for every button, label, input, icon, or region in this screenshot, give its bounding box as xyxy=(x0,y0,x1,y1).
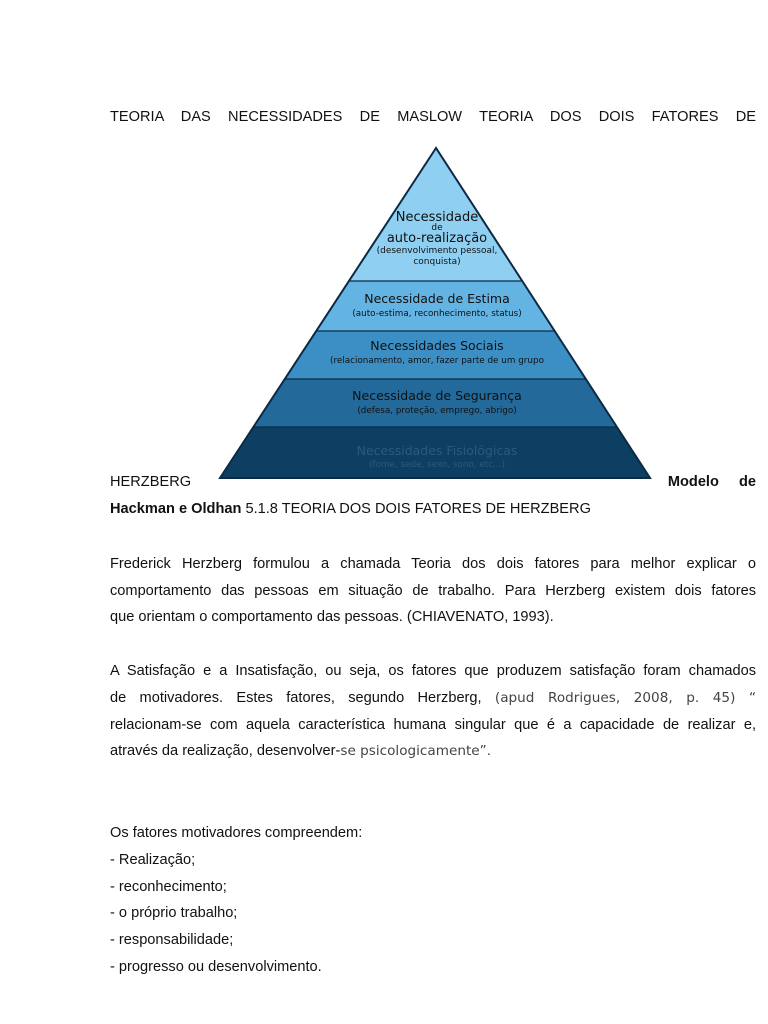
level5-title-1: Necessidade xyxy=(395,210,479,225)
level2-title: Necessidade de Segurança xyxy=(352,388,522,403)
paragraph-line xyxy=(110,689,756,707)
list-item: - progresso ou desenvolvimento. xyxy=(110,959,322,975)
paragraph-line: A Satisfação e a Insatisfação, ou seja, os fatores que produzem satisfação foram chamados xyxy=(110,663,756,679)
hackman-oldhan-label: Hackman e Oldhan xyxy=(110,501,242,517)
list-item: - o próprio trabalho; xyxy=(110,905,238,921)
text-span: de motivadores. Estes fatores, segundo Herzberg, xyxy=(110,690,482,706)
paragraph-line xyxy=(110,742,756,760)
heading-line: TEORIA DAS NECESSIDADES DE MASLOW TEORIA DOS DOIS FATORES DE xyxy=(110,109,756,125)
heading-modelo-de: Modelo de xyxy=(667,474,756,490)
level1-title: Necessidades Fisiológicas xyxy=(356,443,518,458)
pyramid-level-5 xyxy=(110,146,655,281)
level4-title: Necessidade de Estima xyxy=(364,291,510,306)
level5-desc-1: (desenvolvimento pessoal, xyxy=(376,246,498,256)
citation-span: (apud Rodrigues, 2008, p. 45) “ xyxy=(494,690,756,706)
level5-title-3: auto-realização xyxy=(386,231,488,246)
paragraph-line: comportamento das pessoas em situação de trabalho. Para Herzberg existem dois fatores xyxy=(110,583,756,599)
heading-herzberg: HERZBERG xyxy=(110,474,192,490)
list-item: - Realização; xyxy=(110,852,196,868)
level3-desc: (relacionamento, amor, fazer parte de um grupo xyxy=(330,356,544,366)
level5-desc-2: conquista) xyxy=(413,257,461,267)
level5-title-2: de xyxy=(431,223,443,233)
text-span: através da realização, desenvolver- xyxy=(110,743,341,759)
paragraph-line: que orientam o comportamento das pessoas. (CHIAVENATO, 1993). xyxy=(110,609,554,625)
list-item: - responsabilidade; xyxy=(110,932,234,948)
section-heading xyxy=(110,500,756,518)
pyramid-level-4 xyxy=(110,281,655,331)
level4-desc: (auto-estima, reconhecimento, status) xyxy=(352,309,522,319)
list-intro: Os fatores motivadores compreendem: xyxy=(110,825,363,841)
paragraph-line: Frederick Herzberg formulou a chamada Teoria dos dois fatores para melhor explicar o xyxy=(110,556,756,572)
pyramid-level-2 xyxy=(110,379,655,427)
section-title: 5.1.8 TEORIA DOS DOIS FATORES DE HERZBERG xyxy=(245,501,591,517)
level1-desc: (fome, sede, sexo, sono, etc...) xyxy=(369,460,505,470)
list-item: - reconhecimento; xyxy=(110,879,227,895)
maslow-pyramid xyxy=(110,146,655,481)
level3-title: Necessidades Sociais xyxy=(370,338,504,353)
level2-desc: (defesa, proteção, emprego, abrigo) xyxy=(357,406,517,416)
citation-span: se psicologicamente”. xyxy=(340,743,492,759)
paragraph-line: relacionam-se com aquela característica humana singular que é a capacidade de realizar e, xyxy=(110,717,756,733)
